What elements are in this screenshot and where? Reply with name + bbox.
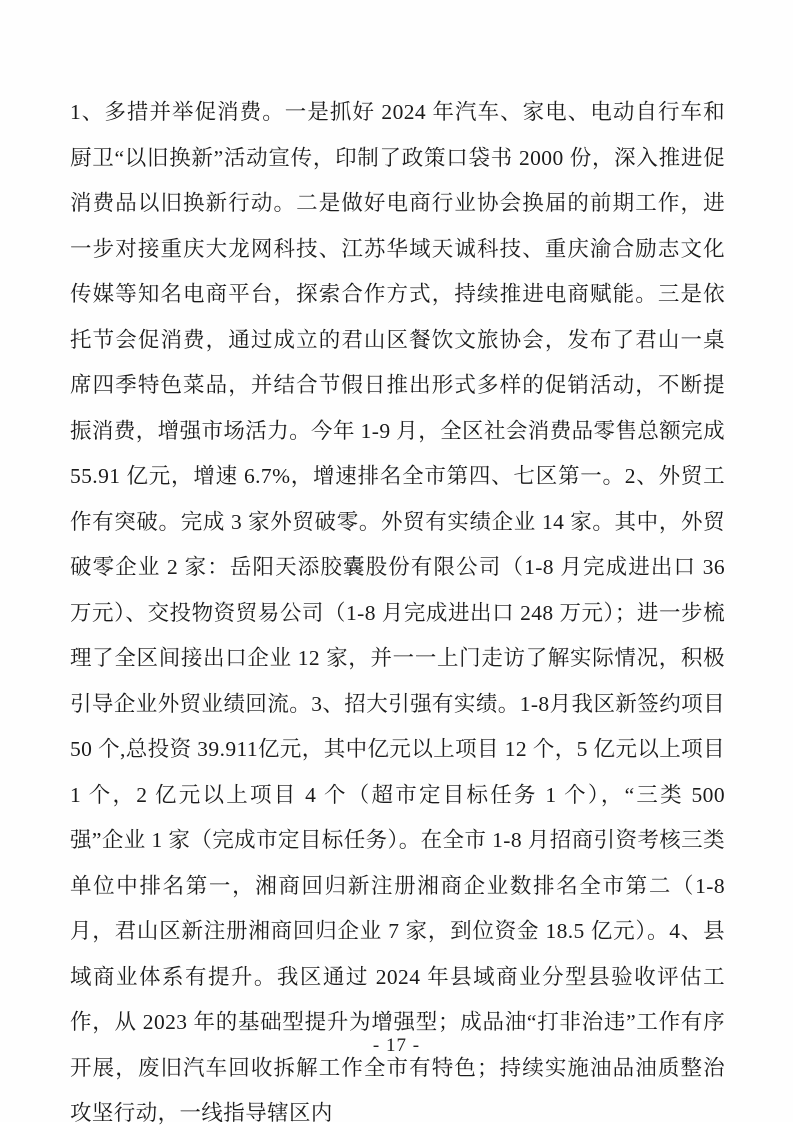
page-number: - 17 - xyxy=(372,1035,421,1056)
body-paragraph: 1、多措并举促消费。一是抓好 2024 年汽车、家电、电动自行车和厨卫“以旧换新”活动宣传，印制了政策口袋书 2000 份，深入推进促消费品以旧换新行动。二是做好电商行业协会换届的前期工作，进一步对接重庆大龙网科技、江苏华域天诚科技、重庆渝合励志文化传媒等知名电商平台，探索合作方式，持续推进电商赋能。三是依托节会促消费，通过成立的君山区餐饮文旅协会，发布了君山一桌席四季特色菜品，并结合节假日推出形式多样的促销活动，不断提振消费，增强市场活力。今年 1-9 月，全区社会消费品零售总额完成 55.91 亿元，增速 6.7%，增速排名全市第四、七区第一。2、外贸工作有突破。完成 3 家外贸破零。外贸有实绩企业 14 家。其中，外贸破零企业 2 家：岳阳天添胶囊股份有限公司（1-8 月完成进出口 36 万元）、交投物资贸易公司（1-8 月完成进出口 248 万元）；进一步梳理了全区间接出口企业 12 家，并一一上门走访了解实际情况，积极引导企业外贸业绩回流。3、招大引强有实绩。1-8月我区新签约项目 50 个,总投资 39.911亿元，其中亿元以上项目 12 个，5 亿元以上项目 1 个，2 亿元以上项目 4 个（超市定目标任务 1 个），“三类 500 强”企业 1 家（完成市定目标任务）。在全市 1-8 月招商引资考核三类单位中排名第一，湘商回归新注册湘商企业数排名全市第二（1-8 月，君山区新注册湘商回归企业 7 家，到位资金 18.5 亿元）。4、县域商业体系有提升。我区通过 2024 年县域商业分型县验收评估工作，从 2023 年的基础型提升为增强型；成品油“打非治违”工作有序开展，废旧汽车回收拆解工作全市有特色；持续实施油品油质整治攻坚行动，一线指导辖区内 xyxy=(70,100,725,1125)
document-body xyxy=(70,90,725,1137)
page-footer xyxy=(0,1035,793,1057)
